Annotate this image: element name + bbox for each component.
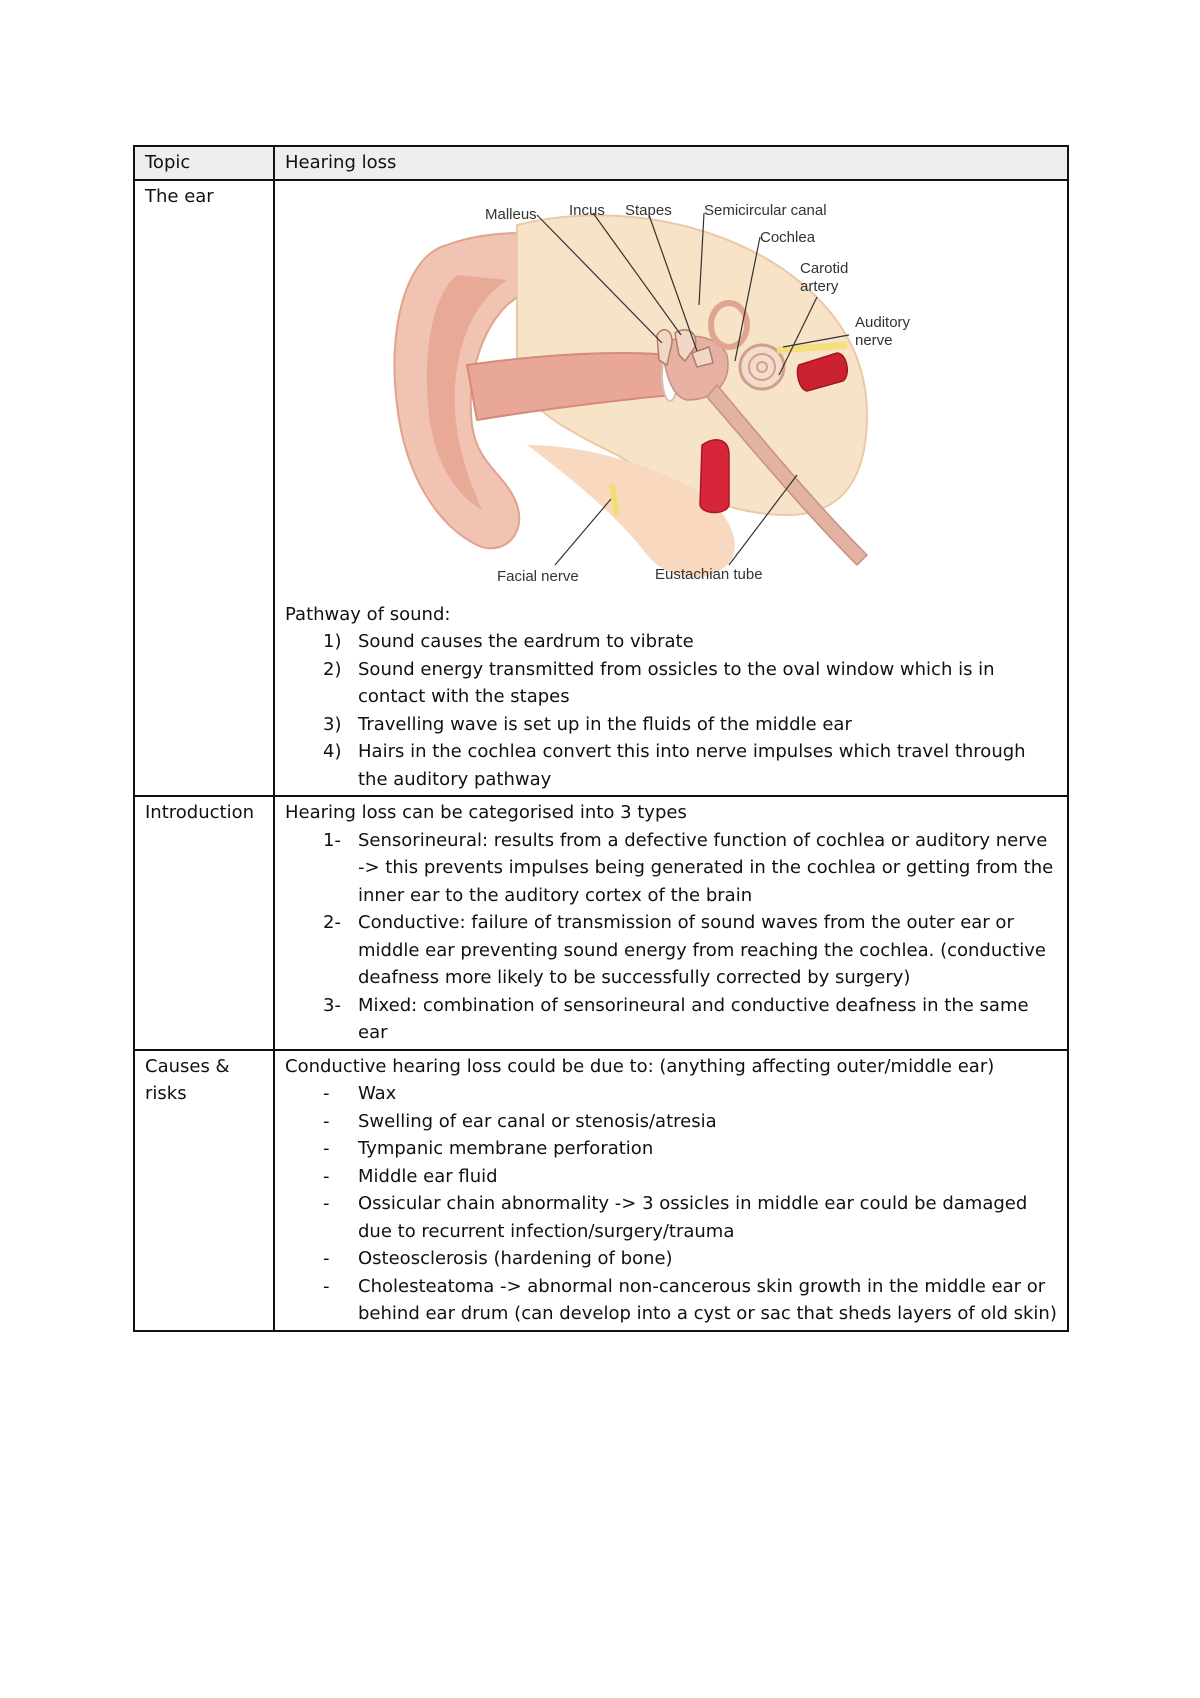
label-auditory-1: Auditory	[855, 313, 911, 331]
list-text: Sound causes the eardrum to vibrate	[358, 631, 694, 652]
row-label-the-ear: The ear	[134, 180, 274, 797]
vessel-lower	[700, 439, 729, 512]
list-marker: 3)	[323, 713, 342, 735]
list-item	[285, 1163, 1057, 1191]
list-item	[285, 628, 1057, 656]
list-item	[285, 827, 1057, 910]
list-marker: 1)	[323, 631, 342, 652]
causes-lead: Conductive hearing loss could be due to: (anything affecting outer/middle ear)	[285, 1055, 995, 1077]
list-text: Conductive: failure of transmission of sound waves from the outer ear or middle ear preventing sound energy from reaching the cochlea. (conductive deafness more likely to be successfully corrected by surgery)	[358, 912, 1046, 988]
list-marker: -	[323, 1138, 330, 1159]
label-facial-nerve: Facial nerve	[497, 567, 579, 585]
list-text: Mixed: combination of sensorineural and conductive deafness in the same ear	[358, 994, 1029, 1043]
list-marker: 3-	[323, 994, 341, 1016]
label-semicircular-canal: Semicircular canal	[704, 201, 827, 219]
causes-list	[285, 1080, 1057, 1328]
list-marker: -	[323, 1083, 330, 1104]
list-text: Osteosclerosis (hardening of bone)	[358, 1248, 673, 1269]
list-item	[285, 1273, 1057, 1328]
list-marker: 2-	[323, 912, 341, 933]
list-text: Tympanic membrane perforation	[358, 1138, 654, 1159]
row-introduction	[134, 796, 1068, 1050]
row-label-causes-risks: Causes & risks	[134, 1050, 274, 1331]
header-title: Hearing loss	[274, 146, 1068, 180]
list-text: Ossicular chain abnormality -> 3 ossicles in middle ear could be damaged due to recurrent infection/surgery/trauma	[358, 1193, 1028, 1242]
row-content-introduction	[274, 796, 1068, 1050]
list-text: Cholesteatoma -> abnormal non-cancerous skin growth in the middle ear or behind ear drum (can develop into a cyst or sac that sheds layers of old skin)	[358, 1275, 1057, 1324]
list-text: Swelling of ear canal or stenosis/atresia	[358, 1110, 717, 1132]
header-row	[134, 146, 1068, 180]
label-auditory-2: nerve	[855, 331, 893, 349]
row-content-the-ear	[274, 180, 1068, 797]
label-cochlea: Cochlea	[760, 228, 816, 246]
list-marker: 2)	[323, 658, 342, 680]
intro-lead: Hearing loss can be categorised into 3 types	[285, 802, 687, 823]
list-marker: -	[323, 1275, 330, 1297]
list-marker: -	[323, 1165, 330, 1187]
label-stapes: Stapes	[625, 201, 672, 219]
row-content-causes-risks	[274, 1050, 1068, 1331]
list-text: Hairs in the cochlea convert this into nerve impulses which travel through the auditory pathway	[358, 741, 1026, 790]
list-item	[285, 1245, 1057, 1273]
list-marker: -	[323, 1248, 330, 1269]
list-item	[285, 711, 1057, 739]
list-text: Travelling wave is set up in the fluids of the middle ear	[358, 713, 852, 735]
list-item	[285, 1135, 1057, 1163]
list-marker: 1-	[323, 829, 341, 851]
types-list	[285, 827, 1057, 1047]
list-text: Wax	[358, 1083, 397, 1104]
label-incus: Incus	[569, 201, 605, 219]
label-carotid-2: artery	[800, 277, 839, 295]
list-item	[285, 656, 1057, 711]
list-marker: 4)	[323, 741, 342, 762]
row-causes-risks	[134, 1050, 1068, 1331]
list-text: Middle ear fluid	[358, 1165, 498, 1187]
pathway-list	[285, 628, 1057, 793]
list-text: Sound energy transmitted from ossicles to the oval window which is in contact with the stapes	[358, 658, 995, 707]
label-carotid-1: Carotid	[800, 259, 849, 277]
list-item	[285, 1108, 1057, 1136]
ear-anatomy-diagram	[367, 185, 957, 597]
list-item	[285, 1190, 1057, 1245]
list-marker: -	[323, 1110, 330, 1132]
list-item	[285, 1080, 1057, 1108]
list-text: Sensorineural: results from a defective function of cochlea or auditory nerve -> this prevents impulses being generated in the cochlea or getting from the inner ear to the auditory cortex of the brain	[358, 829, 1054, 906]
row-the-ear	[134, 180, 1068, 797]
label-eustachian-tube: Eustachian tube	[655, 565, 763, 583]
pathway-title: Pathway of sound:	[285, 603, 451, 625]
header-topic: Topic	[134, 146, 274, 180]
list-item	[285, 992, 1057, 1047]
list-item	[285, 738, 1057, 793]
list-marker: -	[323, 1193, 330, 1214]
row-label-introduction: Introduction	[134, 796, 274, 1050]
label-malleus: Malleus	[485, 205, 537, 223]
notes-table	[133, 145, 1069, 1332]
list-item	[285, 909, 1057, 992]
